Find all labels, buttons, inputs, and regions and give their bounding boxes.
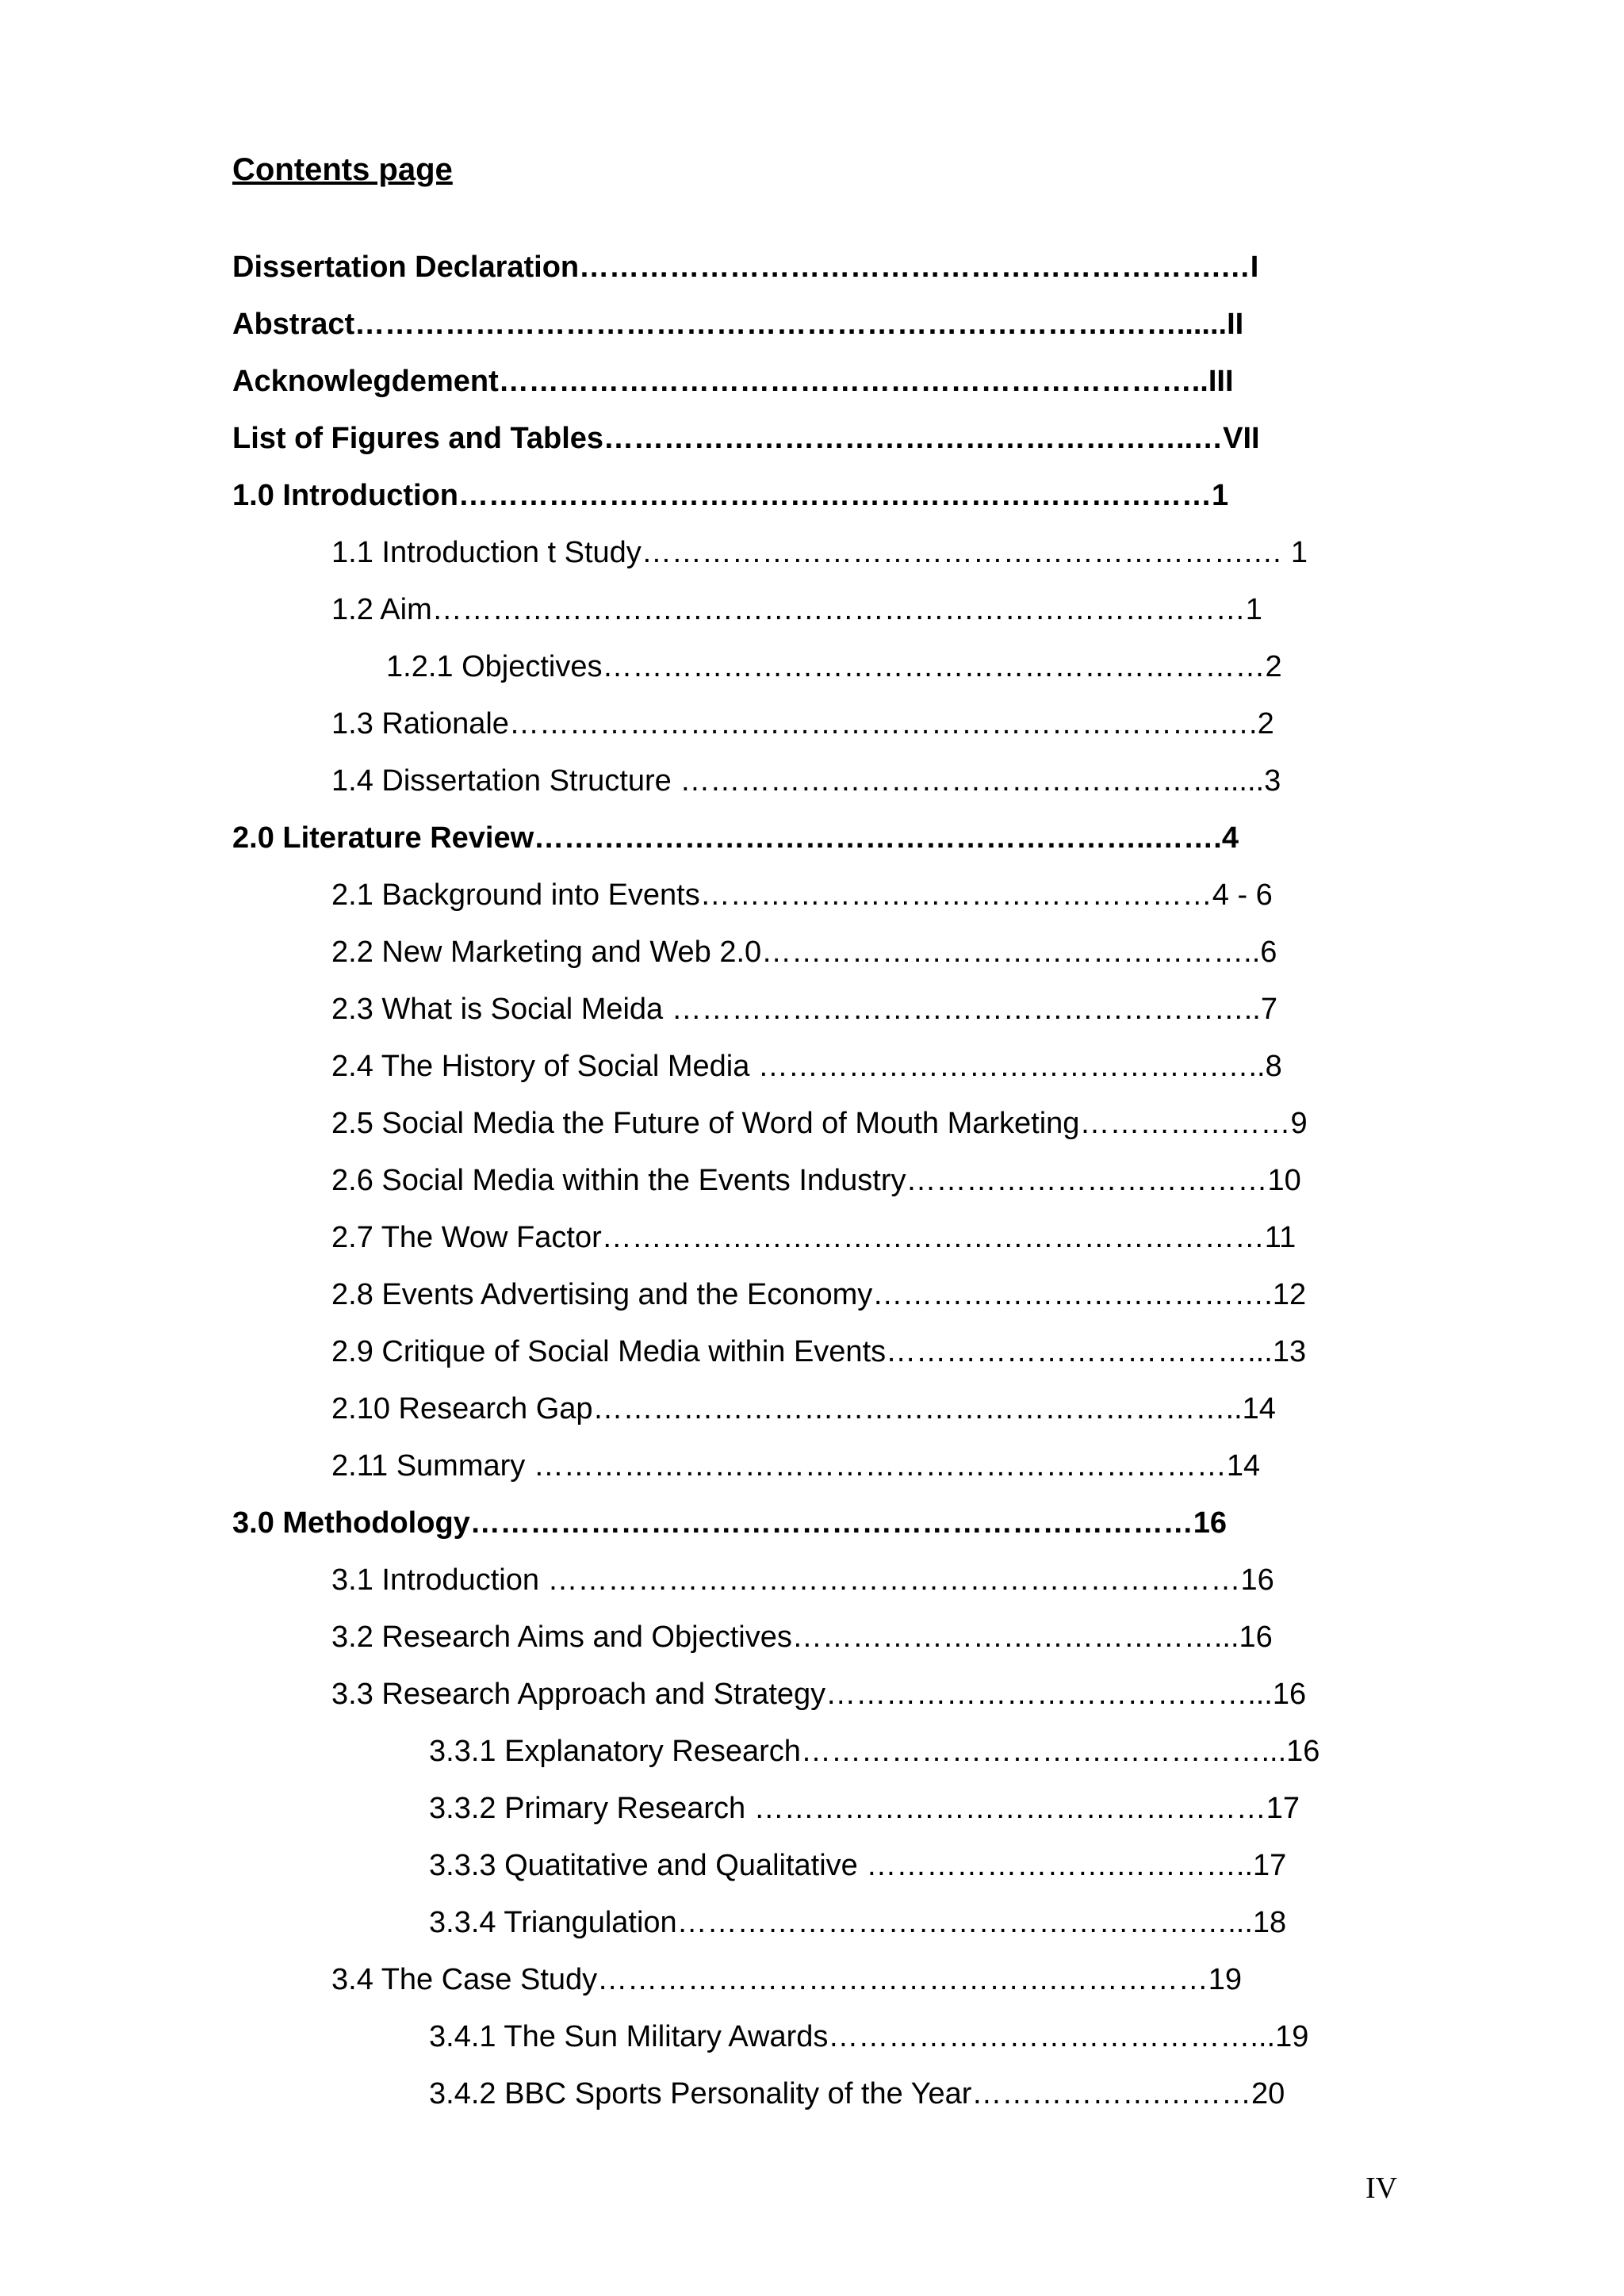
toc-entry — [331, 1219, 1296, 1257]
toc-entry-page: 13 — [1272, 1335, 1307, 1368]
toc-entry-leader: …………………………………………… — [699, 878, 1212, 912]
toc-entry — [232, 362, 1234, 400]
toc-entry — [232, 1504, 1227, 1542]
toc-entry-leader: ……………………………………….…………… — [597, 1963, 1208, 1996]
toc-entry-page: I — [1250, 251, 1259, 284]
toc-entry-title: 1.4 Dissertation Structure — [331, 764, 680, 798]
toc-entry-title: 3.3.3 Quatitative and Qualitative — [429, 1849, 867, 1882]
toc-entry — [429, 2018, 1308, 2056]
toc-entry-leader: ……………………………… — [906, 1164, 1268, 1197]
toc-entry — [331, 933, 1277, 971]
toc-entry-page: 4 - 6 — [1212, 878, 1273, 912]
toc-entry — [331, 1561, 1274, 1599]
toc-entry-title: 1.2 Aim — [331, 593, 432, 626]
toc-entry — [331, 990, 1277, 1028]
toc-entry-leader: …………………………………………………….… — [641, 536, 1283, 569]
toc-entry — [331, 1104, 1308, 1142]
toc-entry-page: 1 — [1245, 593, 1262, 626]
toc-entry — [232, 476, 1228, 515]
toc-entry — [429, 1732, 1320, 1770]
toc-entry-title: 2.10 Research Gap — [331, 1392, 593, 1425]
toc-entry-title: 2.7 The Wow Factor — [331, 1221, 602, 1254]
toc-entry — [232, 248, 1258, 286]
toc-entry — [331, 1047, 1282, 1085]
toc-entry — [232, 305, 1243, 343]
toc-entry — [232, 819, 1239, 857]
toc-entry — [331, 1276, 1306, 1314]
toc-entry-leader: …………………….………….. — [866, 1849, 1254, 1882]
toc-entry-page: 14 — [1226, 1449, 1261, 1483]
toc-entry-leader: ………………………………………………………… — [602, 650, 1266, 683]
toc-entry — [386, 648, 1282, 686]
toc-entry-title: Acknowlegdement — [232, 365, 499, 398]
toc-entry-leader: ………………………………………………………… — [601, 1221, 1265, 1254]
toc-entry-leader: ……………………………………………………………………… — [431, 593, 1246, 626]
toc-entry-page: 11 — [1264, 1221, 1297, 1254]
toc-entry — [331, 1961, 1242, 1999]
toc-entry-title: 2.1 Background into Events — [331, 878, 700, 912]
toc-entry-title: 2.5 Social Media the Future of Word of Mouth Marketing — [331, 1107, 1080, 1140]
toc-entry-leader: ……………….……… — [971, 2077, 1251, 2110]
toc-entry-title: 3.0 Methodology — [232, 1506, 470, 1540]
toc-entry-leader: ……………………………………... — [791, 1621, 1239, 1654]
toc-entry-title: 1.3 Rationale — [331, 707, 509, 740]
toc-entry — [331, 591, 1262, 629]
toc-entry-title: 3.3.2 Primary Research — [429, 1792, 754, 1825]
toc-entry-title: 3.3.4 Triangulation — [429, 1906, 677, 1939]
toc-entry-leader: ………………………………………….. — [761, 936, 1261, 969]
toc-entry-title: 2.11 Summary — [331, 1449, 534, 1483]
toc-entry-title: 3.4.2 BBC Sports Personality of the Year — [429, 2077, 972, 2110]
toc-entry-title: 2.2 New Marketing and Web 2.0 — [331, 936, 762, 969]
toc-entry — [331, 1390, 1276, 1428]
toc-entry — [429, 1904, 1286, 1942]
toc-entry-page: 18 — [1252, 1906, 1287, 1939]
toc-entry-leader: ………………………………………………..... — [680, 764, 1265, 798]
toc-entry — [331, 876, 1273, 914]
toc-entry-leader: …………………………………………….…... — [676, 1906, 1253, 1939]
toc-entry-title: 3.1 Introduction — [331, 1563, 548, 1597]
toc-entry-title: 1.0 Introduction — [232, 479, 458, 512]
toc-entry-page: 8 — [1265, 1050, 1282, 1083]
toc-entry-leader: ………………… — [1079, 1107, 1291, 1140]
toc-entry-page: 4 — [1221, 821, 1239, 855]
toc-entry-leader: ………………………….……………... — [800, 1735, 1287, 1768]
toc-entry-page: 20 — [1251, 2077, 1285, 2110]
toc-entry-leader: ……………………………………………………………..…. — [508, 707, 1258, 740]
contents-heading: Contents page — [232, 152, 453, 187]
page-number: IV — [1365, 2172, 1398, 2205]
toc-entry-leader: ……………………………………………………………… — [469, 1506, 1193, 1540]
toc-entry-page: 14 — [1242, 1392, 1276, 1425]
toc-entry-title: 2.4 The History of Social Media — [331, 1050, 758, 1083]
toc-entry-leader: ………………………………………………………………….……...... — [354, 308, 1228, 341]
toc-entry-page: 17 — [1253, 1849, 1287, 1882]
toc-entry-title: 3.4.1 The Sun Military Awards — [429, 2020, 829, 2053]
toc-entry — [331, 1161, 1301, 1200]
toc-entry-page: III — [1208, 365, 1234, 398]
toc-entry-title: 2.9 Critique of Social Media within Events — [331, 1335, 887, 1368]
toc-entry — [331, 762, 1281, 800]
toc-entry — [331, 1618, 1273, 1656]
toc-entry-leader: …………………………………………………..… — [603, 422, 1224, 455]
toc-entry-title: 2.0 Literature Review — [232, 821, 534, 855]
toc-entry-title: Dissertation Declaration — [232, 251, 580, 284]
toc-entry-page: VII — [1223, 422, 1260, 455]
toc-entry-page: 16 — [1239, 1621, 1273, 1654]
toc-entry — [429, 1789, 1300, 1827]
toc-entry-leader: ……………………………………... — [828, 2020, 1276, 2053]
toc-entry-page: 2 — [1265, 650, 1282, 683]
toc-entry-title: 3.3 Research Approach and Strategy — [331, 1678, 826, 1711]
toc-entry-page: 16 — [1272, 1678, 1307, 1711]
toc-entry-leader: …………………………………. — [872, 1278, 1273, 1311]
toc-entry-leader: …………………………………………………………… — [547, 1563, 1241, 1597]
toc-entry — [429, 2075, 1285, 2113]
toc-entry — [331, 1333, 1306, 1371]
toc-entry-title: 2.8 Events Advertising and the Economy — [331, 1278, 873, 1311]
toc-entry-title: 2.3 What is Social Meida — [331, 993, 672, 1026]
toc-entry — [429, 1846, 1286, 1885]
toc-entry-page: 19 — [1275, 2020, 1309, 2053]
toc-entry-page: 19 — [1208, 1963, 1243, 1996]
toc-entry — [331, 534, 1308, 572]
toc-entry-title: 3.3.1 Explanatory Research — [429, 1735, 801, 1768]
toc-entry-title: Abstract — [232, 308, 355, 341]
toc-entry-page: 1 — [1212, 479, 1229, 512]
toc-entry-page: 3 — [1264, 764, 1281, 798]
toc-entry-leader: ………………………………………………….. — [671, 993, 1261, 1026]
toc-entry-leader: ………………………………………………………………… — [458, 479, 1212, 512]
toc-entry — [232, 419, 1260, 457]
toc-entry-page: 16 — [1286, 1735, 1320, 1768]
toc-entry-page: 6 — [1260, 936, 1277, 969]
toc-entry-title: List of Figures and Tables — [232, 422, 604, 455]
toc-entry-title: 3.2 Research Aims and Objectives — [331, 1621, 792, 1654]
toc-entry-page: 16 — [1193, 1506, 1228, 1540]
toc-entry-leader: ……………………………………... — [825, 1678, 1273, 1711]
toc-entry-page: 12 — [1272, 1278, 1307, 1311]
toc-entry-title: 1.1 Introduction t Study — [331, 536, 642, 569]
toc-entry-page: 17 — [1266, 1792, 1300, 1825]
toc-entry — [331, 1447, 1260, 1485]
toc-entry-title: 1.2.1 Objectives — [386, 650, 603, 683]
toc-entry — [331, 1675, 1306, 1713]
toc-entry-leader: ………………………………... — [886, 1335, 1273, 1368]
toc-entry-leader: …………………………………………… — [753, 1792, 1266, 1825]
toc-entry-leader: ……………………………………….….. — [757, 1050, 1266, 1083]
toc-entry-title: 2.6 Social Media within the Events Industry — [331, 1164, 906, 1197]
toc-entry-page: 10 — [1267, 1164, 1301, 1197]
toc-entry-page: 9 — [1290, 1107, 1308, 1140]
toc-entry-leader: ……………………………………………………..……. — [534, 821, 1222, 855]
toc-entry-page: II — [1227, 308, 1244, 341]
toc-entry-leader: ……………………………………………………….… — [579, 251, 1251, 284]
toc-entry-leader: ……………………………………………………….. — [592, 1392, 1243, 1425]
toc-entry-title: 3.4 The Case Study — [331, 1963, 598, 1996]
toc-entry-leader: …………………………………………………………… — [533, 1449, 1227, 1483]
toc-entry-page: 1 — [1282, 536, 1308, 569]
toc-entry-leader: …………………………………………………………….. — [498, 365, 1208, 398]
toc-entry-page: 2 — [1257, 707, 1274, 740]
toc-entry-page: 7 — [1260, 993, 1278, 1026]
toc-entry-page: 16 — [1240, 1563, 1274, 1597]
toc-entry — [331, 705, 1274, 743]
